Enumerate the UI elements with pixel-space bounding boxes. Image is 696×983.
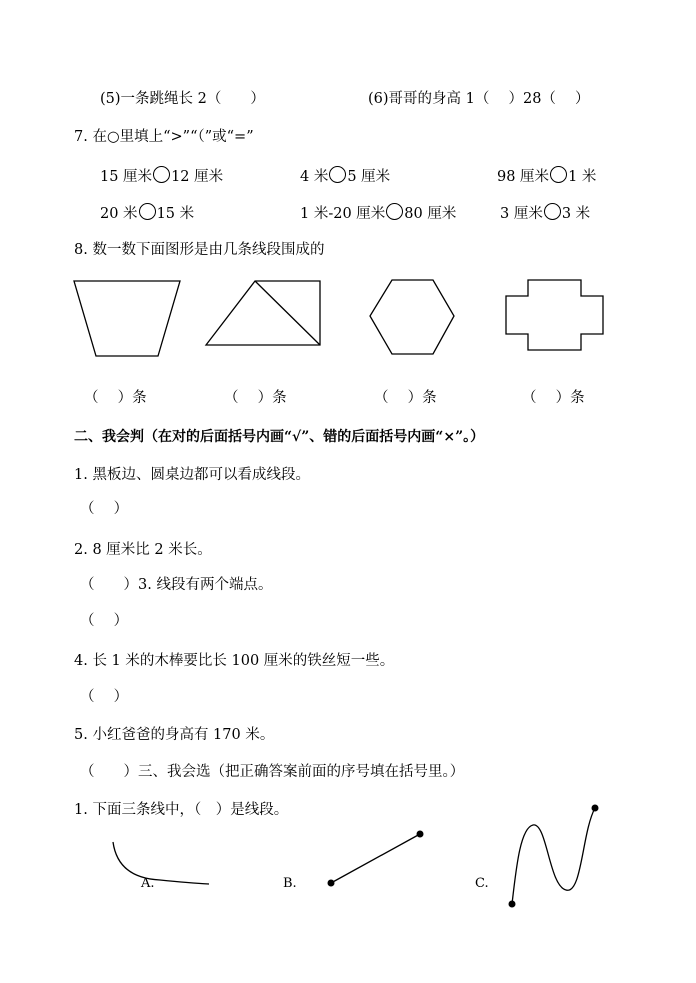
question-6: (6)哥哥的身高 1（ ）28（ ） — [368, 91, 590, 107]
rectangle-shape — [206, 281, 320, 345]
endpoint-dot — [417, 831, 424, 838]
diagonal-line — [255, 281, 320, 345]
compare-item — [300, 203, 456, 223]
answer-blank[interactable]: （ ）条 — [224, 390, 287, 406]
compare-item — [300, 166, 390, 186]
zigzag-curve — [512, 808, 595, 904]
judge-3: （ ）3. 线段有两个端点。 — [80, 577, 273, 593]
answer-blank[interactable]: （ ）条 — [84, 390, 147, 406]
cross-shape — [506, 280, 603, 350]
answer-blank[interactable]: （ ）条 — [374, 390, 437, 406]
compare-left: 1 米-20 厘米 — [300, 206, 386, 222]
judge-1: 1. 黑板边、圆桌边都可以看成线段。 — [74, 467, 310, 483]
curve-line — [113, 842, 209, 884]
answer-paren[interactable]: （ ） — [80, 501, 129, 517]
question-5: (5)一条跳绳长 2（ ） — [100, 91, 265, 107]
trapezoid-shape — [74, 281, 180, 356]
question-8-title: 8. 数一数下面图形是由几条线段围成的 — [74, 242, 325, 258]
compare-item — [497, 166, 596, 186]
circle-blank[interactable] — [153, 166, 170, 183]
shapes-figure — [0, 270, 696, 390]
section-3-title: （ ）三、我会选（把正确答案前面的序号填在括号里。） — [80, 764, 465, 780]
section-2-title: 二、我会判（在对的后面括号内画“√”、错的后面括号内画“×”。） — [74, 429, 485, 445]
endpoint-dot — [328, 880, 335, 887]
circle-blank[interactable] — [139, 203, 156, 220]
compare-left: 3 厘米 — [500, 206, 543, 222]
hexagon-shape — [370, 280, 454, 354]
option-a-label: A. — [141, 876, 155, 891]
question-7-title: 7. 在○里填上“>”“（”或“=” — [74, 129, 254, 145]
segment-line — [331, 834, 420, 883]
compare-left: 15 厘米 — [100, 169, 153, 185]
circle-blank[interactable] — [550, 166, 567, 183]
judge-2: 2. 8 厘米比 2 米长。 — [74, 542, 212, 558]
compare-right: 15 米 — [156, 206, 195, 222]
circle-blank[interactable] — [544, 203, 561, 220]
compare-left: 20 米 — [100, 206, 138, 222]
circle-blank[interactable] — [386, 203, 403, 220]
circle-blank[interactable] — [329, 166, 346, 183]
compare-right: 80 厘米 — [404, 206, 457, 222]
compare-left: 98 厘米 — [497, 169, 550, 185]
compare-right: 5 厘米 — [347, 169, 391, 185]
option-b-label: B. — [283, 876, 297, 891]
endpoint-dot — [592, 805, 599, 812]
lines-figure — [0, 800, 696, 910]
option-c-label: C. — [475, 876, 489, 891]
judge-4: 4. 长 1 米的木棒要比长 100 厘米的铁丝短一些。 — [74, 653, 395, 669]
compare-right: 1 米 — [568, 169, 597, 185]
compare-right: 12 厘米 — [171, 169, 224, 185]
endpoint-dot — [509, 901, 516, 908]
answer-paren[interactable]: （ ） — [80, 689, 129, 705]
compare-item — [100, 203, 194, 223]
compare-right: 3 米 — [561, 206, 591, 222]
judge-5: 5. 小红爸爸的身高有 170 米。 — [74, 727, 275, 743]
answer-paren[interactable]: （ ） — [80, 613, 129, 629]
answer-blank[interactable]: （ ）条 — [522, 390, 585, 406]
compare-left: 4 米 — [300, 169, 329, 185]
choice-1: 1. 下面三条线中，（ ）是线段。 — [74, 802, 289, 818]
compare-item — [100, 166, 223, 186]
compare-item — [500, 203, 590, 223]
